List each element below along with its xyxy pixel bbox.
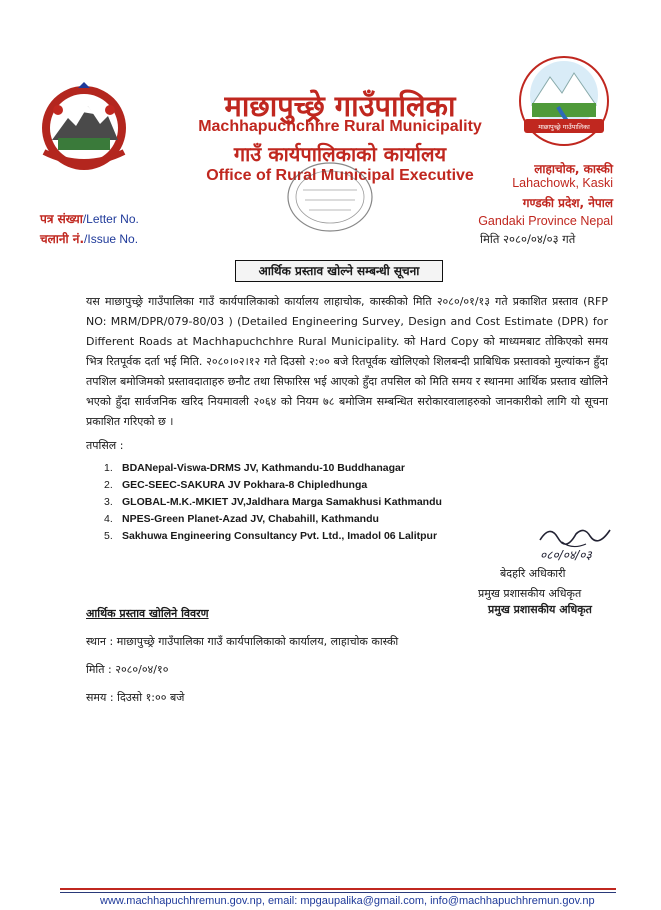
- municipality-name-np: माछापुच्छ्रे गाउँपालिका: [224, 89, 456, 123]
- letter-number-np: पत्र संख्या: [40, 212, 83, 226]
- subject-box: आर्थिक प्रस्ताव खोल्ने सम्बन्धी सूचना: [235, 260, 443, 282]
- list-item-number: 1.: [104, 462, 113, 474]
- opening-date: मिति : २०८०/०४/१०: [86, 663, 169, 676]
- address-np: लाहाचोक, कास्की: [534, 162, 613, 176]
- letter-date: मिति २०८०/०४/०३ गते: [480, 232, 576, 246]
- nepal-emblem-icon: [38, 80, 130, 172]
- list-item: [104, 528, 442, 545]
- list-item-number: 3.: [104, 496, 113, 508]
- list-item-name: BDANepal-Viswa-DRMS JV, Kathmandu-10 Buddhanagar: [122, 462, 405, 474]
- list-item: [104, 511, 442, 528]
- list-item: [104, 494, 442, 511]
- issue-number-en: /Issue No.: [84, 232, 139, 246]
- signature-date: ०८०/०४/०३: [540, 548, 592, 562]
- municipality-name-en: Machhapuchchhre Rural Municipality: [198, 118, 482, 135]
- letter-number-en: /Letter No.: [82, 212, 139, 226]
- opening-place: स्थान : माछापुच्छ्रे गाउँपालिका गाउँ कार्यपालिकाको कार्यालय, लाहाचोक कास्की: [86, 635, 399, 648]
- issue-number-np: चलानी नं.: [40, 232, 85, 246]
- list-item-name: GLOBAL-M.K.-MKIET JV,Jaldhara Marga Samakhusi Kathmandu: [122, 496, 442, 508]
- signatory-name: बेदहरि अधिकारी: [500, 567, 566, 580]
- vendor-list: [104, 460, 442, 545]
- opening-time: समय : दिउसो १:०० बजे: [86, 691, 185, 704]
- list-label: तपसिल :: [86, 439, 124, 452]
- list-item-name: NPES-Green Planet-Azad JV, Chabahill, Kathmandu: [122, 513, 379, 525]
- office-name-en: Office of Rural Municipal Executive: [206, 167, 474, 184]
- opening-details-heading: आर्थिक प्रस्ताव खोलिने विवरण: [86, 607, 209, 620]
- letter-number-label: [40, 210, 139, 227]
- province-np: गण्डकी प्रदेश, नेपाल: [522, 196, 613, 210]
- list-item: [104, 460, 442, 477]
- list-item-name: Sakhuwa Engineering Consultancy Pvt. Ltd., Imadol 06 Lalitpur: [122, 530, 438, 542]
- footer-contact: www.machhapuchhremun.gov.np, email: mpgaupalika@gmail.com, info@machhapuchhremun.gov.np: [100, 895, 595, 907]
- list-item-name: GEC-SEEC-SAKURA JV Pokhara-8 Chipledhunga: [122, 479, 368, 491]
- office-name-np: गाउँ कार्यपालिकाको कार्यालय: [233, 142, 447, 166]
- list-item: [104, 477, 442, 494]
- issue-number-label: [40, 230, 138, 247]
- notice-paragraph: यस माछापुच्छ्रे गाउँपालिका गाउँ कार्यपालिकाको कार्यालय लाहाचोक, कास्कीको मिति २०८०/०१/१३ गते प्रकाशित प्रस्ताव (RFP NO: MRM/DPR/079-80/03 ) (Detailed Engineering Survey, Design and Cost Estimate (DPR) for Different Roads at Machhapuchchhre Rural Municipality. को Hard Copy को माध्यमबाट तोकिएको समय भित्र रितपूर्वक दर्ता भई मिति. २०८०।०२।१२ गते दिउसो २:०० बजे रितपूर्वक खोलिएको शिलबन्दी प्राबिधिक प्रस्तावको मुल्यांकन हुँदा तपशिल बमोजिमको प्रस्तावदाताहरु छनौट तथा सिफारिस भई आएको हुँदा तपसिल को मिति समय र स्थानमा आर्थिक प्रस्ताव खोलिने भएको हुँदा सार्वजनिक खरिद नियमावली २०६४ को नियम ७८ बमोजिम सम्बन्धित सरोकारवालाहरुको जानकारीको लागि यो सूचना प्रकाशित गरिएको छ ।: [86, 295, 608, 428]
- province-en: Gandaki Province Nepal: [478, 214, 613, 228]
- list-item-number: 2.: [104, 479, 113, 491]
- office-seal-icon: [285, 160, 375, 235]
- footer-divider: [60, 888, 616, 890]
- address-en: Lahachowk, Kaski: [512, 176, 613, 190]
- list-item-number: 4.: [104, 513, 113, 525]
- signatory-stamp: प्रमुख प्रशासकीय अधिकृत: [488, 603, 592, 616]
- list-item-number: 5.: [104, 530, 113, 542]
- logo-caption: माछापुच्छ्रे गाउँपालिका: [538, 123, 590, 131]
- footer-divider-thin: [60, 892, 616, 893]
- signatory-title: प्रमुख प्रशासकीय अधिकृत: [478, 587, 582, 600]
